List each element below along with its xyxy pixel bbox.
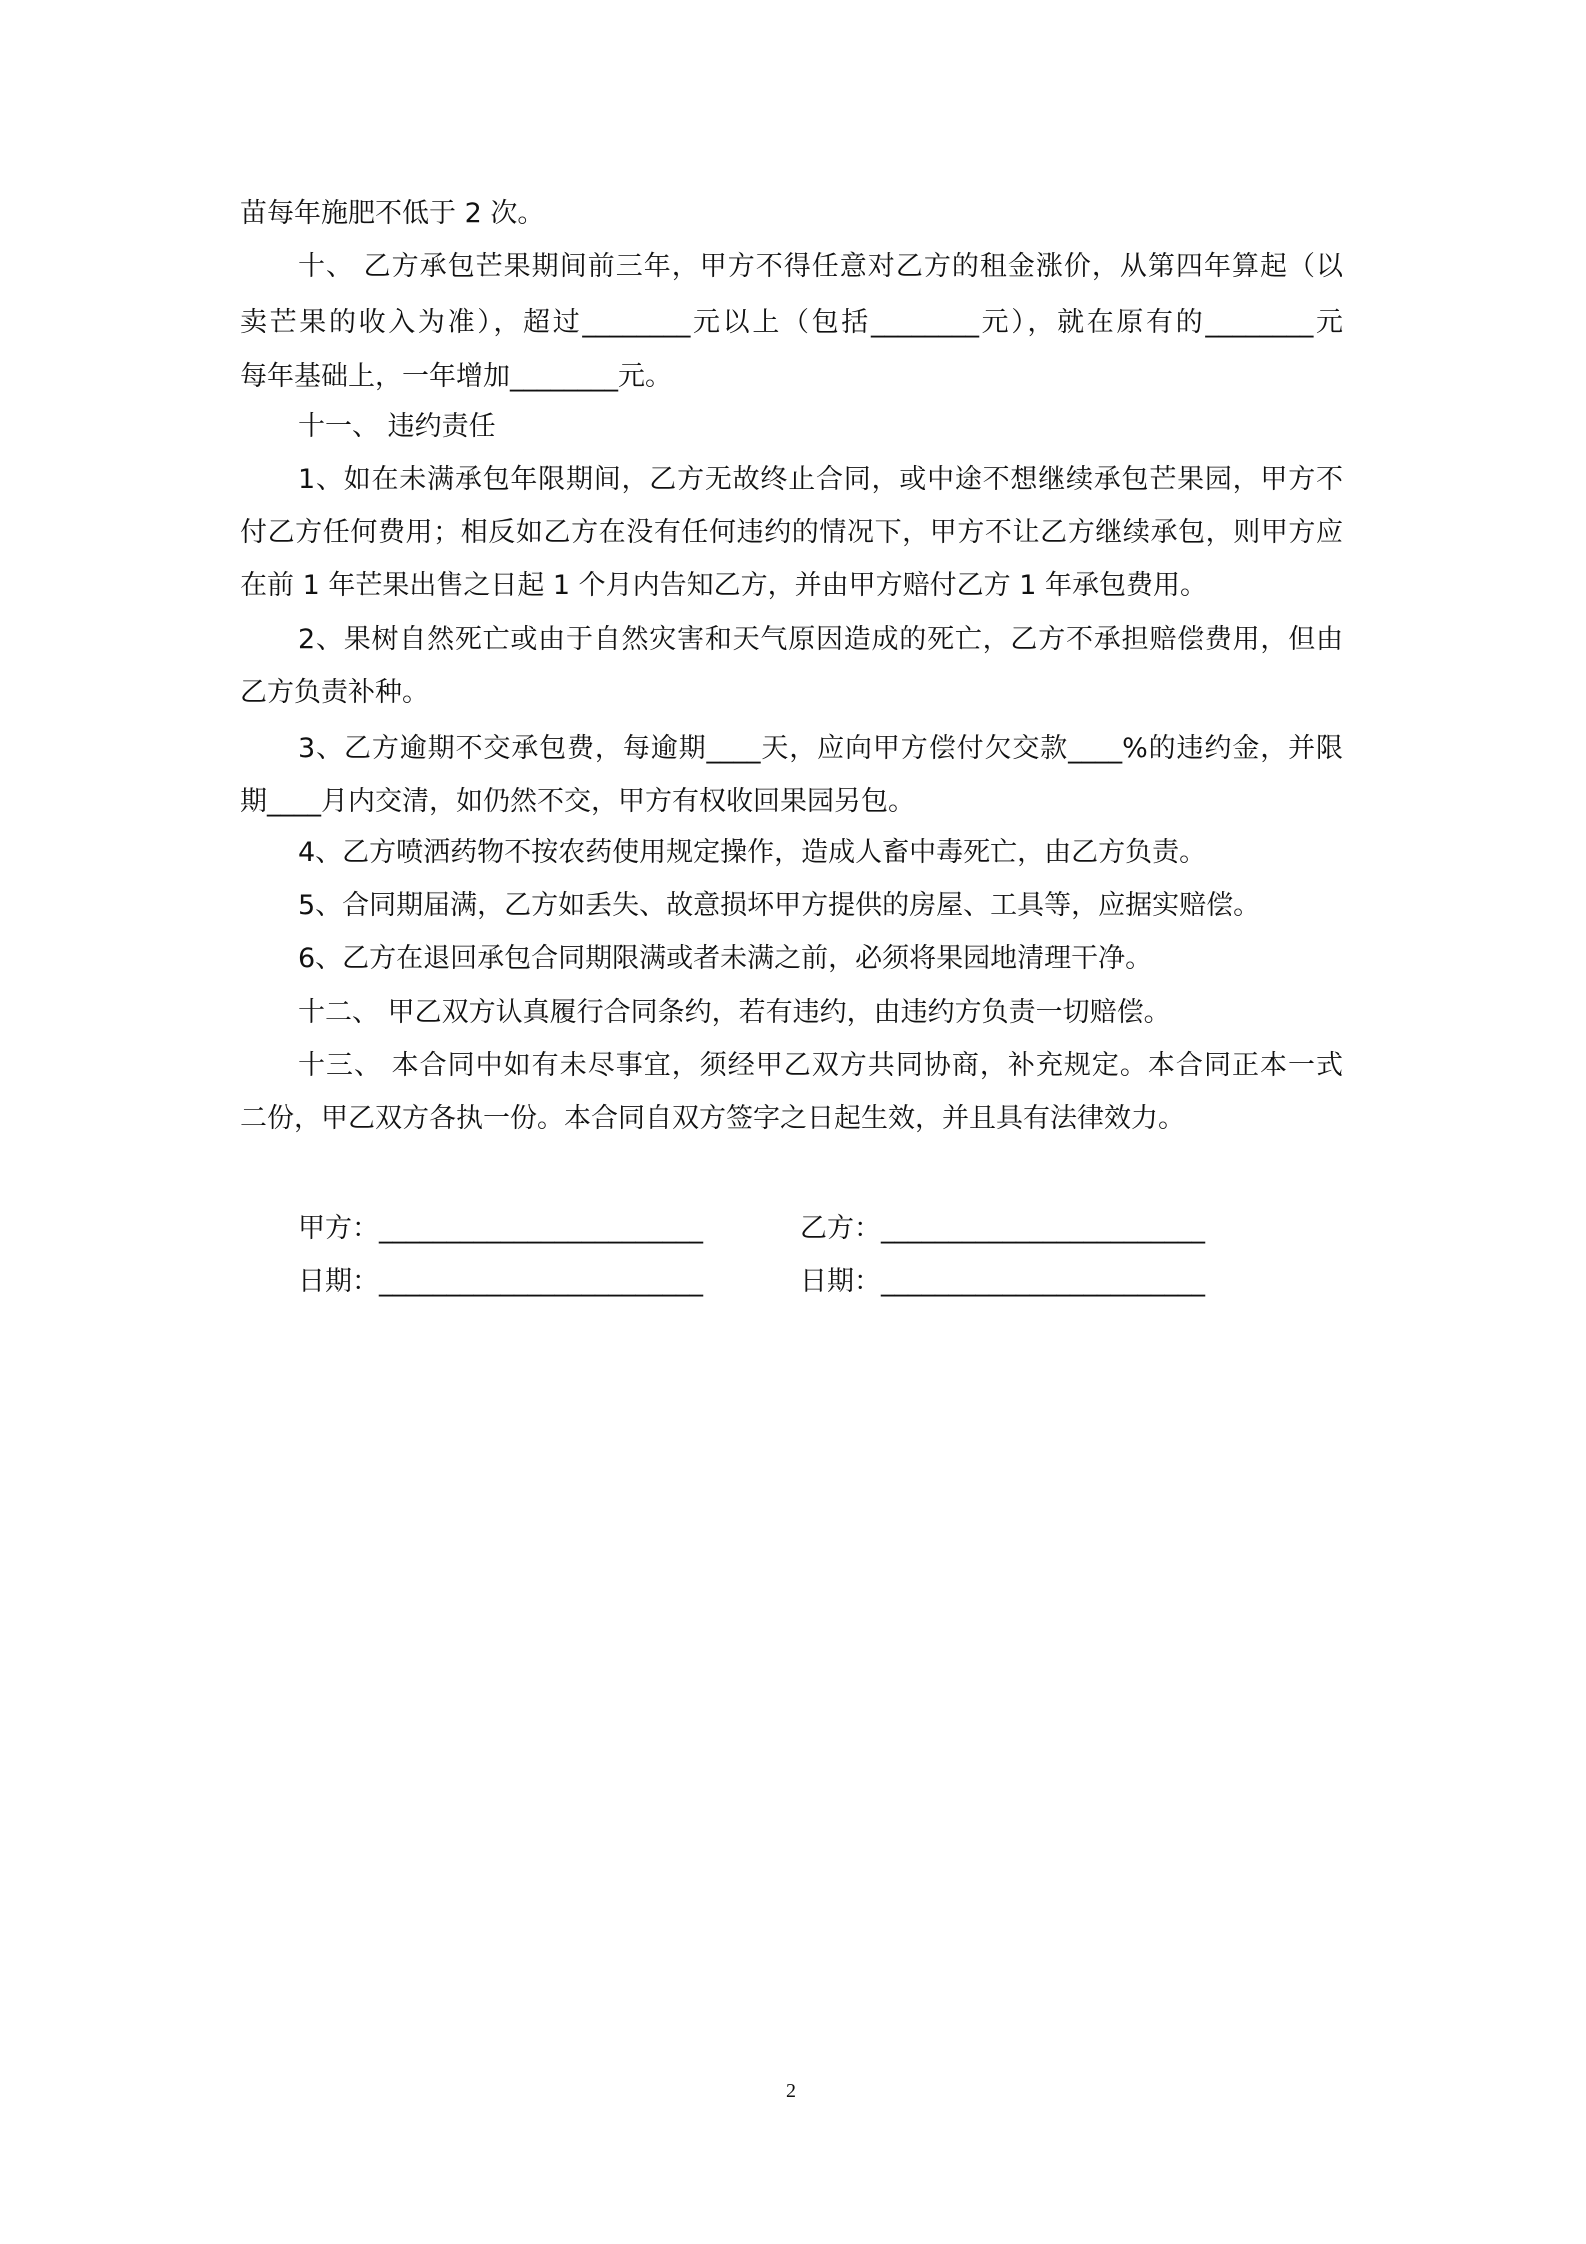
text-line: 乙方负责补种。 [240, 677, 429, 708]
item-1: 1、如在未满承包年限期间，乙方无故终止合同，或中途不想继续承包芒果园，甲方不 [298, 464, 1343, 495]
item-2: 2、果树自然死亡或由于自然灾害和天气原因造成的死亡，乙方不承担赔偿费用，但由 [298, 624, 1343, 655]
party-a-signature-line: 甲方：________________________ [298, 1213, 703, 1244]
text-line: 苗每年施肥不低于 2 次。 [240, 198, 545, 229]
item-3: 3、乙方逾期不交承包费，每逾期____天，应向甲方偿付欠交款____%的违约金，并限 [298, 733, 1343, 764]
party-a-date-line: 日期：________________________ [298, 1266, 703, 1297]
page-number: 2 [786, 2080, 796, 2102]
party-b-signature-line: 乙方：________________________ [800, 1213, 1205, 1244]
text-line: 付乙方任何费用；相反如乙方在没有任何违约的情况下，甲方不让乙方继续承包，则甲方应 [240, 517, 1343, 548]
text-line: 期____月内交清，如仍然不交，甲方有权收回果园另包。 [240, 786, 915, 817]
party-b-date-line: 日期：________________________ [800, 1266, 1205, 1297]
item-4: 4、乙方喷洒药物不按农药使用规定操作，造成人畜中毒死亡，由乙方负责。 [298, 837, 1207, 868]
clause-13: 十三、 本合同中如有未尽事宜，须经甲乙双方共同协商，补充规定。本合同正本一式 [298, 1050, 1343, 1081]
item-5: 5、合同期届满，乙方如丢失、故意损坏甲方提供的房屋、工具等，应据实赔偿。 [298, 890, 1261, 921]
clause-10: 十、 乙方承包芒果期间前三年，甲方不得任意对乙方的租金涨价，从第四年算起（以 [298, 251, 1343, 282]
text-line: 二份，甲乙双方各执一份。本合同自双方签字之日起生效，并且具有法律效力。 [240, 1103, 1185, 1134]
text-line: 卖芒果的收入为准），超过________元以上（包括________元），就在原有的________元 [240, 307, 1343, 338]
item-6: 6、乙方在退回承包合同期限满或者未满之前，必须将果园地清理干净。 [298, 943, 1153, 974]
clause-12: 十二、 甲乙双方认真履行合同条约，若有违约，由违约方负责一切赔偿。 [298, 997, 1171, 1028]
clause-11-heading: 十一、 违约责任 [298, 411, 496, 442]
text-line: 每年基础上，一年增加________元。 [240, 361, 672, 392]
text-line: 在前 1 年芒果出售之日起 1 个月内告知乙方，并由甲方赔付乙方 1 年承包费用。 [240, 570, 1208, 601]
